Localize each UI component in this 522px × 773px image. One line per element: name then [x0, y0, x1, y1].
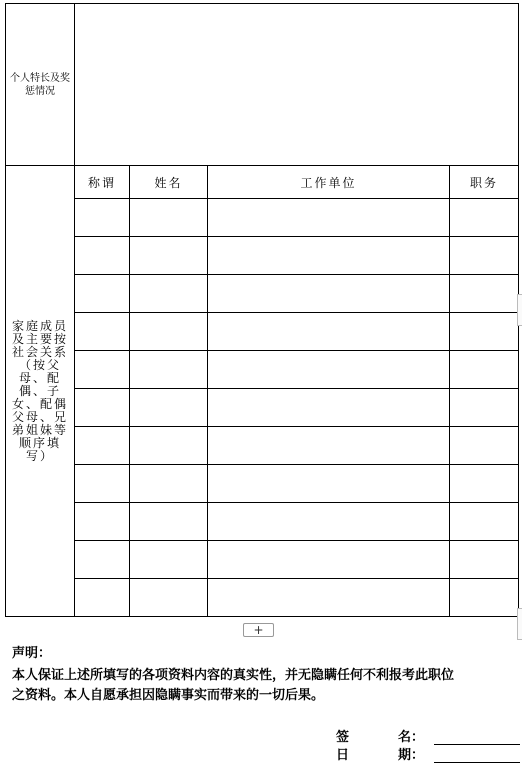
family-work-unit-cell[interactable] — [208, 275, 450, 313]
header-name: 姓名 — [130, 166, 208, 199]
family-row — [6, 351, 519, 389]
family-work-unit-cell[interactable] — [208, 465, 450, 503]
family-row — [6, 389, 519, 427]
family-position-cell[interactable] — [450, 237, 519, 275]
date-label-a: 日 — [336, 748, 350, 763]
specialty-field[interactable] — [75, 4, 519, 166]
family-row — [6, 465, 519, 503]
family-work-unit-cell[interactable] — [208, 199, 450, 237]
family-name-cell[interactable] — [130, 237, 208, 275]
signature-label-b: 名： — [398, 730, 425, 745]
edge-marker-bottom — [517, 608, 522, 640]
family-title-cell[interactable] — [75, 275, 130, 313]
family-work-unit-cell[interactable] — [208, 351, 450, 389]
family-name-cell[interactable] — [130, 465, 208, 503]
date-label-b: 期： — [398, 748, 425, 763]
family-work-unit-cell[interactable] — [208, 541, 450, 579]
family-name-cell[interactable] — [130, 579, 208, 617]
family-work-unit-cell[interactable] — [208, 579, 450, 617]
family-name-cell[interactable] — [130, 275, 208, 313]
family-work-unit-cell[interactable] — [208, 427, 450, 465]
family-work-unit-cell[interactable] — [208, 503, 450, 541]
signature-label-a: 签 — [336, 730, 350, 745]
specialty-row — [6, 4, 519, 166]
family-row — [6, 503, 519, 541]
date-field[interactable] — [398, 744, 520, 763]
add-row-button[interactable]: + — [243, 623, 274, 637]
family-row — [6, 427, 519, 465]
family-label: 家庭成员及主要按社会关系（按父母、配偶、子女、配偶父母、兄弟姐妹等顺序填写） — [6, 166, 75, 617]
family-position-cell[interactable] — [450, 275, 519, 313]
application-form-table — [5, 3, 519, 617]
family-position-cell[interactable] — [450, 503, 519, 541]
header-title: 称谓 — [75, 166, 130, 199]
declaration-line-2: 之资料。本人自愿承担因隐瞒事实而带来的一切后果。 — [12, 688, 325, 703]
family-row — [6, 199, 519, 237]
family-title-cell[interactable] — [75, 389, 130, 427]
family-position-cell[interactable] — [450, 579, 519, 617]
family-header-row — [6, 166, 519, 199]
family-title-cell[interactable] — [75, 579, 130, 617]
family-position-cell[interactable] — [450, 351, 519, 389]
header-position: 职务 — [450, 166, 519, 199]
family-position-cell[interactable] — [450, 389, 519, 427]
family-position-cell[interactable] — [450, 541, 519, 579]
family-row — [6, 579, 519, 617]
family-position-cell[interactable] — [450, 427, 519, 465]
family-name-cell[interactable] — [130, 389, 208, 427]
family-title-cell[interactable] — [75, 199, 130, 237]
family-row — [6, 237, 519, 275]
family-name-cell[interactable] — [130, 503, 208, 541]
family-row — [6, 313, 519, 351]
family-work-unit-cell[interactable] — [208, 237, 450, 275]
family-title-cell[interactable] — [75, 313, 130, 351]
family-title-cell[interactable] — [75, 503, 130, 541]
family-name-cell[interactable] — [130, 199, 208, 237]
declaration-line-1: 本人保证上述所填写的各项资料内容的真实性，并无隐瞒任何不利报考此职位 — [12, 668, 455, 683]
family-position-cell[interactable] — [450, 465, 519, 503]
family-name-cell[interactable] — [130, 351, 208, 389]
family-title-cell[interactable] — [75, 427, 130, 465]
family-work-unit-cell[interactable] — [208, 313, 450, 351]
family-row — [6, 541, 519, 579]
family-name-cell[interactable] — [130, 427, 208, 465]
family-name-cell[interactable] — [130, 541, 208, 579]
date-line — [434, 750, 520, 763]
signature-field[interactable] — [398, 726, 520, 745]
specialty-label: 个人特长及奖惩情况 — [6, 4, 75, 166]
declaration-heading: 声明： — [12, 646, 52, 661]
family-name-cell[interactable] — [130, 313, 208, 351]
family-title-cell[interactable] — [75, 465, 130, 503]
edge-marker-top — [517, 294, 522, 326]
family-position-cell[interactable] — [450, 199, 519, 237]
family-title-cell[interactable] — [75, 351, 130, 389]
header-work-unit: 工作单位 — [208, 166, 450, 199]
family-row — [6, 275, 519, 313]
family-title-cell[interactable] — [75, 237, 130, 275]
family-position-cell[interactable] — [450, 313, 519, 351]
family-work-unit-cell[interactable] — [208, 389, 450, 427]
family-title-cell[interactable] — [75, 541, 130, 579]
